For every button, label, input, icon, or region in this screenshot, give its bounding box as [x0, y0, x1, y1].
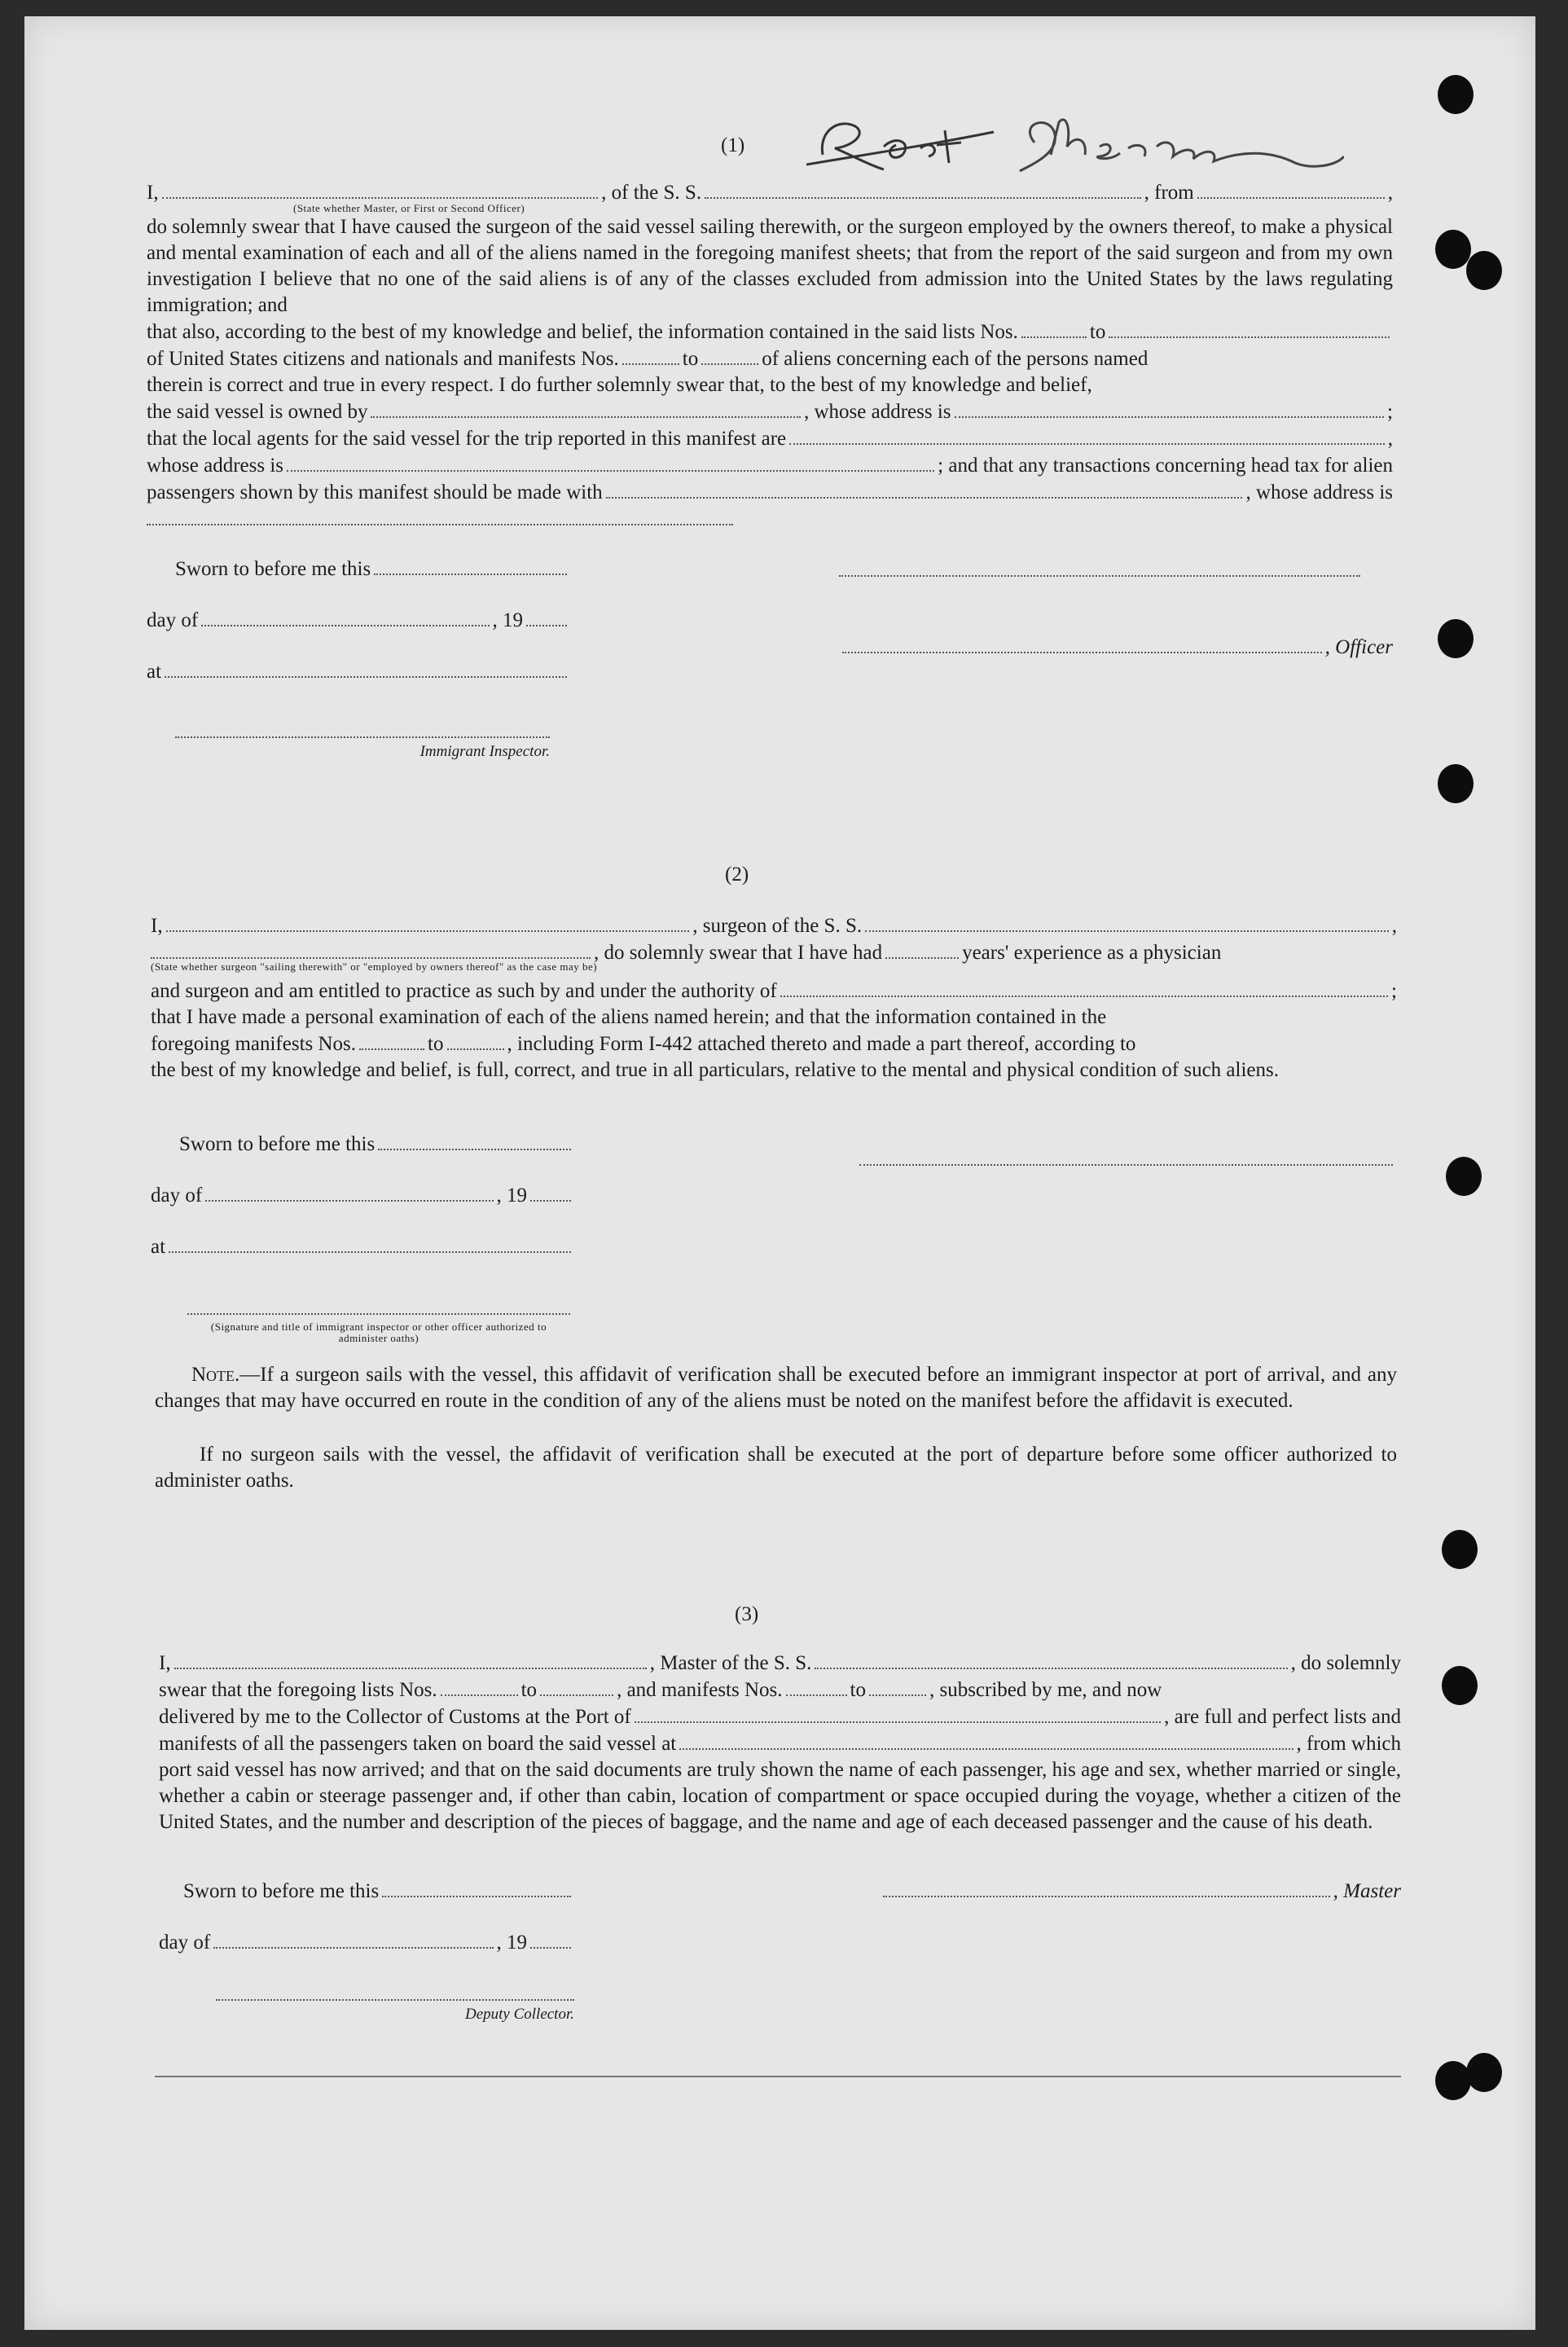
- s2-manifests-from-field[interactable]: [359, 1031, 424, 1050]
- s2-status-field[interactable]: [151, 939, 591, 959]
- s3-master-name-field[interactable]: [174, 1650, 647, 1669]
- s2-month-field[interactable]: [205, 1182, 493, 1202]
- s3-deputy-label: Deputy Collector.: [464, 2006, 574, 2023]
- handwritten-signature: [806, 98, 1344, 187]
- s2-inspector-signature: [187, 1294, 570, 1344]
- s1-officer-line-2[interactable]: [842, 634, 1322, 653]
- s2-text: Sworn to before me this: [179, 1133, 376, 1155]
- s2-text: foregoing manifests Nos.: [151, 1033, 357, 1055]
- s1-from-field[interactable]: [1197, 179, 1385, 199]
- punch-hole: [1438, 764, 1474, 803]
- s1-text: that the local agents for the said vessel for the trip reported in this manifest are: [147, 428, 787, 450]
- s2-sworn-line: [151, 1131, 574, 1158]
- s1-text: to: [1089, 321, 1106, 343]
- s3-line-4: [159, 1730, 1401, 1757]
- punch-hole: [1438, 619, 1474, 658]
- handwritten-text: Rosa Shen: [806, 98, 810, 99]
- s2-text: , do solemnly swear that I have had: [594, 942, 883, 964]
- s1-inspector-line[interactable]: [175, 717, 550, 738]
- s1-officer-signature-1: [839, 556, 1360, 577]
- s3-line-2: [159, 1677, 1401, 1703]
- s2-text: and surgeon and am entitled to practice as such by and under the authority of: [151, 980, 777, 1002]
- s1-line-c: [147, 345, 1393, 372]
- s1-text: to: [682, 348, 699, 370]
- s3-year-field[interactable]: [530, 1929, 571, 1949]
- s3-vessel-field[interactable]: [815, 1650, 1287, 1669]
- s3-text: I,: [159, 1652, 171, 1674]
- s2-note-text: —If a surgeon sails with the vessel, this affidavit of verification shall be executed before an immigrant inspector at port of arrival, and any changes that may have occurred en route in the condition of any of the aliens must be noted on the manifest before the affidavit is executed.: [155, 1364, 1397, 1412]
- s2-authority-field[interactable]: [780, 978, 1388, 997]
- punch-hole: [1442, 1530, 1478, 1569]
- s2-text: , including Form I-442 attached thereto and made a part thereof, according to: [507, 1033, 1136, 1055]
- s1-text: , whose address is: [1245, 481, 1393, 503]
- s3-deputy-line[interactable]: [216, 1980, 574, 2001]
- s1-at-field[interactable]: [165, 658, 567, 678]
- s3-embark-field[interactable]: [679, 1730, 1293, 1750]
- s1-owner-address-field[interactable]: [955, 398, 1385, 418]
- s2-text: to: [428, 1033, 444, 1055]
- s1-inspector-label: Immigrant Inspector.: [419, 743, 550, 760]
- punch-hole: [1446, 1157, 1482, 1196]
- s3-text: manifests of all the passengers taken on board the said vessel at: [159, 1733, 677, 1755]
- s2-line-a: [151, 978, 1397, 1004]
- punch-hole: [1435, 230, 1471, 269]
- s2-text: at: [151, 1236, 166, 1258]
- s1-officer-line-1[interactable]: [839, 556, 1360, 577]
- s1-text: of United States citizens and nationals and manifests Nos.: [147, 348, 619, 370]
- s1-line-f: [147, 425, 1393, 452]
- s2-note2-text: If no surgeon sails with the vessel, the affidavit of verification shall be executed at the port of departure before some officer authorized to administer oaths.: [155, 1444, 1397, 1492]
- s1-sworn-day-field[interactable]: [374, 556, 567, 575]
- s1-text: the said vessel is owned by: [147, 401, 368, 423]
- s1-month-field[interactable]: [201, 607, 489, 626]
- s2-manifests-to-field[interactable]: [447, 1031, 504, 1050]
- s2-surgeon-signature: [859, 1145, 1393, 1166]
- s1-text: ,: [1387, 428, 1393, 450]
- s3-text: delivered by me to the Collector of Customs at the Port of: [159, 1706, 631, 1728]
- s2-text: day of: [151, 1184, 203, 1206]
- s3-text: , subscribed by me, and now: [929, 1679, 1162, 1701]
- s2-caption: (State whether surgeon "sailing therewith" or "employed by owners thereof" as the case may be): [151, 960, 598, 973]
- s2-at-field[interactable]: [169, 1233, 571, 1253]
- s3-text: Sworn to before me this: [183, 1880, 380, 1902]
- s3-master-line[interactable]: [883, 1878, 1330, 1897]
- s3-lists-to-field[interactable]: [540, 1677, 613, 1696]
- s1-lists-from-field[interactable]: [1021, 319, 1087, 338]
- s1-text: , of the S. S.: [601, 182, 702, 204]
- s2-caption2: (Signature and title of immigrant inspector or other officer authorized to administer oaths): [210, 1321, 547, 1344]
- s1-sworn-block: [147, 556, 570, 685]
- s3-port-field[interactable]: [635, 1703, 1161, 1723]
- s2-dayof-line: [151, 1182, 574, 1209]
- s2-vessel-field[interactable]: [865, 912, 1389, 932]
- section-2-form: [151, 912, 1397, 1083]
- s1-text: Sworn to before me this: [175, 558, 371, 580]
- punch-hole: [1438, 75, 1474, 114]
- s2-text: I,: [151, 915, 163, 937]
- section-3-form: [159, 1650, 1401, 1835]
- s3-lists-from-field[interactable]: [441, 1677, 518, 1696]
- section-2-number: (2): [725, 864, 749, 886]
- document-page: [24, 16, 1535, 2330]
- s1-text: at: [147, 661, 162, 683]
- s1-sworn-line: [147, 556, 570, 582]
- s3-master-label: , Master: [1333, 1880, 1401, 1902]
- s1-text: ; and that any transactions concerning head tax for alien: [938, 455, 1393, 477]
- s1-text: that also, according to the best of my knowledge and belief, the information contained in the said lists Nos.: [147, 321, 1018, 343]
- s2-note-2: [155, 1442, 1397, 1494]
- s1-manifests-from-field[interactable]: [622, 345, 679, 365]
- s1-line-i: [147, 506, 1393, 525]
- s3-manifests-to-field[interactable]: [869, 1677, 926, 1696]
- s3-deputy-signature: [216, 1980, 574, 2024]
- s2-text: years' experience as a physician: [962, 942, 1222, 964]
- s1-text: I,: [147, 182, 159, 204]
- s1-line-d: [147, 372, 1393, 398]
- bottom-divider: [155, 2076, 1401, 2077]
- s2-note: [155, 1362, 1397, 1414]
- s1-text: day of: [147, 609, 199, 631]
- s1-line-g: [147, 452, 1393, 479]
- s1-owner-field[interactable]: [371, 398, 801, 418]
- s2-text: , 19: [496, 1184, 527, 1206]
- s3-text: , are full and perfect lists and: [1164, 1706, 1401, 1728]
- section-1-number: (1): [721, 134, 745, 156]
- s3-text: , from which: [1296, 1733, 1401, 1755]
- s1-manifests-to-field[interactable]: [701, 345, 758, 365]
- s3-line-1: [159, 1650, 1401, 1677]
- s3-text: , 19: [496, 1932, 527, 1954]
- s1-caption: (State whether Master, or First or Second Officer): [293, 202, 525, 214]
- s1-text: of aliens concerning each of the persons named: [762, 348, 1149, 370]
- s1-text: therein is correct and true in every respect. I do further solemnly swear that, to the best of my knowledge and belief,: [147, 374, 1092, 396]
- s3-text: , do solemnly: [1290, 1652, 1402, 1674]
- s2-at-line: [151, 1233, 574, 1260]
- s3-paragraph: port said vessel has now arrived; and that on the said documents are truly shown the name of each passenger, his age and sex, whether married or single, whether a cabin or steerage passenger and, if other than cabin, location of compartment or space occupied during the voyage, whether a citizen of the United States, and the number and description of the pieces of baggage, and the name and age of each deceased passenger and the cause of his death.: [159, 1759, 1401, 1833]
- punch-hole: [1442, 1666, 1478, 1705]
- s1-text: , 19: [492, 609, 523, 631]
- punch-hole: [1466, 2053, 1502, 2092]
- s3-sworn-block: [159, 1878, 574, 1956]
- s2-sworn-block: [151, 1131, 574, 1260]
- s2-text: ;: [1391, 980, 1397, 1002]
- s3-text: to: [850, 1679, 866, 1701]
- s3-sworn-line: [159, 1878, 574, 1905]
- s3-sworn-day-field[interactable]: [382, 1878, 571, 1897]
- s3-text: day of: [159, 1932, 211, 1954]
- s1-line-e: [147, 398, 1393, 425]
- s3-master-signature: [880, 1878, 1401, 1905]
- s2-surgeon-line[interactable]: [859, 1145, 1393, 1166]
- s1-line-h: [147, 479, 1393, 506]
- s1-officer-signature-2: [839, 634, 1393, 661]
- s2-text: that I have made a personal examination of each of the aliens named herein; and that the information contained in the: [151, 1006, 1107, 1028]
- s2-sworn-day-field[interactable]: [378, 1131, 571, 1150]
- s2-paragraph-d: the best of my knowledge and belief, is full, correct, and true in all particulars, relative to the mental and physical condition of such aliens.: [151, 1059, 1279, 1081]
- s1-paragraph-a: do solemnly swear that I have caused the surgeon of the said vessel sailing therewith, or the surgeon employed by the owners thereof, to make a physical and mental examination of each and all of the aliens named in the foregoing manifest sheets; that from the report of the said surgeon and from my own investigation I believe that no one of the said aliens is of any of the classes excluded from admission into the United States by the laws regulating immigration; and: [147, 216, 1393, 316]
- s2-text: , surgeon of the S. S.: [692, 915, 863, 937]
- s1-text: ,: [1387, 182, 1393, 204]
- s3-month-field[interactable]: [213, 1929, 493, 1949]
- s1-text: , from: [1144, 182, 1194, 204]
- s3-dayof-line: [159, 1929, 574, 1956]
- s1-text: , whose address is: [804, 401, 951, 423]
- s1-officer-label: , Officer: [1324, 636, 1393, 658]
- s2-note-label: Note.: [191, 1364, 240, 1386]
- section-3-number: (3): [735, 1603, 759, 1625]
- s1-vessel-field[interactable]: [705, 179, 1141, 199]
- s2-years-field[interactable]: [885, 939, 959, 959]
- s1-dayof-line: [147, 607, 570, 634]
- s1-agents-address-field[interactable]: [287, 452, 934, 472]
- s3-text: , and manifests Nos.: [617, 1679, 783, 1701]
- s2-line-c: [151, 1031, 1397, 1057]
- s1-text: whose address is: [147, 455, 284, 477]
- punch-hole: [1435, 2061, 1471, 2100]
- s3-text: swear that the foregoing lists Nos.: [159, 1679, 437, 1701]
- punch-hole: [1466, 251, 1502, 290]
- section-1-form: [147, 179, 1393, 525]
- s1-text: ;: [1387, 401, 1393, 423]
- s3-text: , Master of the S. S.: [649, 1652, 812, 1674]
- s2-line-b: [151, 1004, 1397, 1031]
- s3-line-3: [159, 1703, 1401, 1730]
- s1-lists-to-field[interactable]: [1109, 319, 1390, 338]
- s2-surgeon-name-field[interactable]: [166, 912, 690, 932]
- s1-head-tax-field[interactable]: [606, 479, 1243, 499]
- s2-line-1: [151, 912, 1397, 939]
- s1-head-tax-address-field[interactable]: [147, 506, 733, 525]
- s1-inspector-signature: [175, 717, 550, 761]
- s1-agents-field[interactable]: [789, 425, 1385, 445]
- s1-master-name-field[interactable]: [162, 179, 599, 199]
- s1-text: passengers shown by this manifest should be made with: [147, 481, 603, 503]
- s2-year-field[interactable]: [530, 1182, 571, 1202]
- s1-line-b: [147, 319, 1393, 345]
- s1-at-line: [147, 658, 570, 685]
- s3-manifests-from-field[interactable]: [786, 1677, 847, 1696]
- s2-text: ,: [1391, 915, 1398, 937]
- s3-text: to: [520, 1679, 538, 1701]
- s1-year-field[interactable]: [526, 607, 567, 626]
- s2-inspector-line[interactable]: [187, 1294, 570, 1315]
